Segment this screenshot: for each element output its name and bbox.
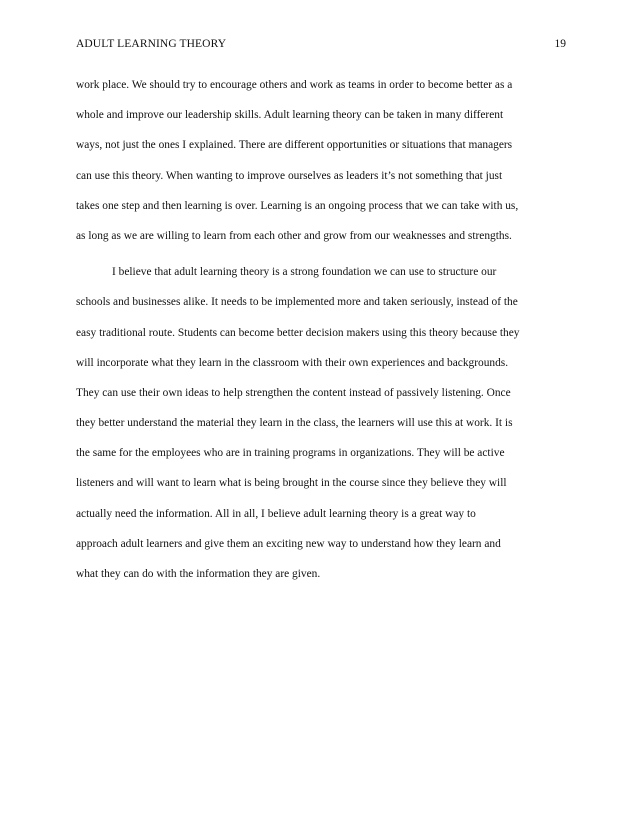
page-header — [76, 36, 566, 52]
page-number: 19 — [554, 38, 566, 50]
text-line: easy traditional route. Students can become better decision makers using this theory because they — [76, 326, 520, 339]
paragraph-1 — [76, 70, 568, 251]
text-line: actually need the information. All in all, I believe adult learning theory is a great way to — [76, 507, 476, 520]
text-line: schools and businesses alike. It needs to be implemented more and taken seriously, instead of the — [76, 296, 518, 309]
paragraph-2 — [76, 257, 568, 589]
text-line: work place. We should try to encourage others and work as teams in order to become better as a — [76, 79, 513, 91]
text-line: whole and improve our leadership skills. Adult learning theory can be taken in many different — [76, 109, 504, 122]
text-line: will incorporate what they learn in the classroom with their own experiences and backgrounds. — [76, 356, 509, 369]
text-line: can use this theory. When wanting to improve ourselves as leaders it’s not something that just — [76, 169, 503, 182]
running-head: ADULT LEARNING THEORY — [76, 38, 227, 50]
text-line: takes one step and then learning is over. Learning is an ongoing process that we can take with us, — [76, 199, 519, 212]
text-line: what they can do with the information they are given. — [76, 568, 321, 580]
text-line: listeners and will want to learn what is being brought in the course since they believe they will — [76, 477, 507, 490]
text-line: ways, not just the ones I explained. There are different opportunities or situations that managers — [76, 139, 513, 152]
text-line: they better understand the material they learn in the class, the learners will use this at work. It is — [76, 417, 513, 430]
text-line: as long as we are willing to learn from each other and grow from our weaknesses and strengths. — [76, 229, 512, 242]
text-line: the same for the employees who are in training programs in organizations. They will be active — [76, 447, 505, 460]
body-text — [76, 70, 568, 589]
text-line: approach adult learners and give them an exciting new way to understand how they learn and — [76, 537, 501, 550]
text-line-first: I believe that adult learning theory is a strong foundation we can use to structure our — [112, 266, 497, 279]
text-line: They can use their own ideas to help strengthen the content instead of passively listening. Once — [76, 386, 511, 399]
